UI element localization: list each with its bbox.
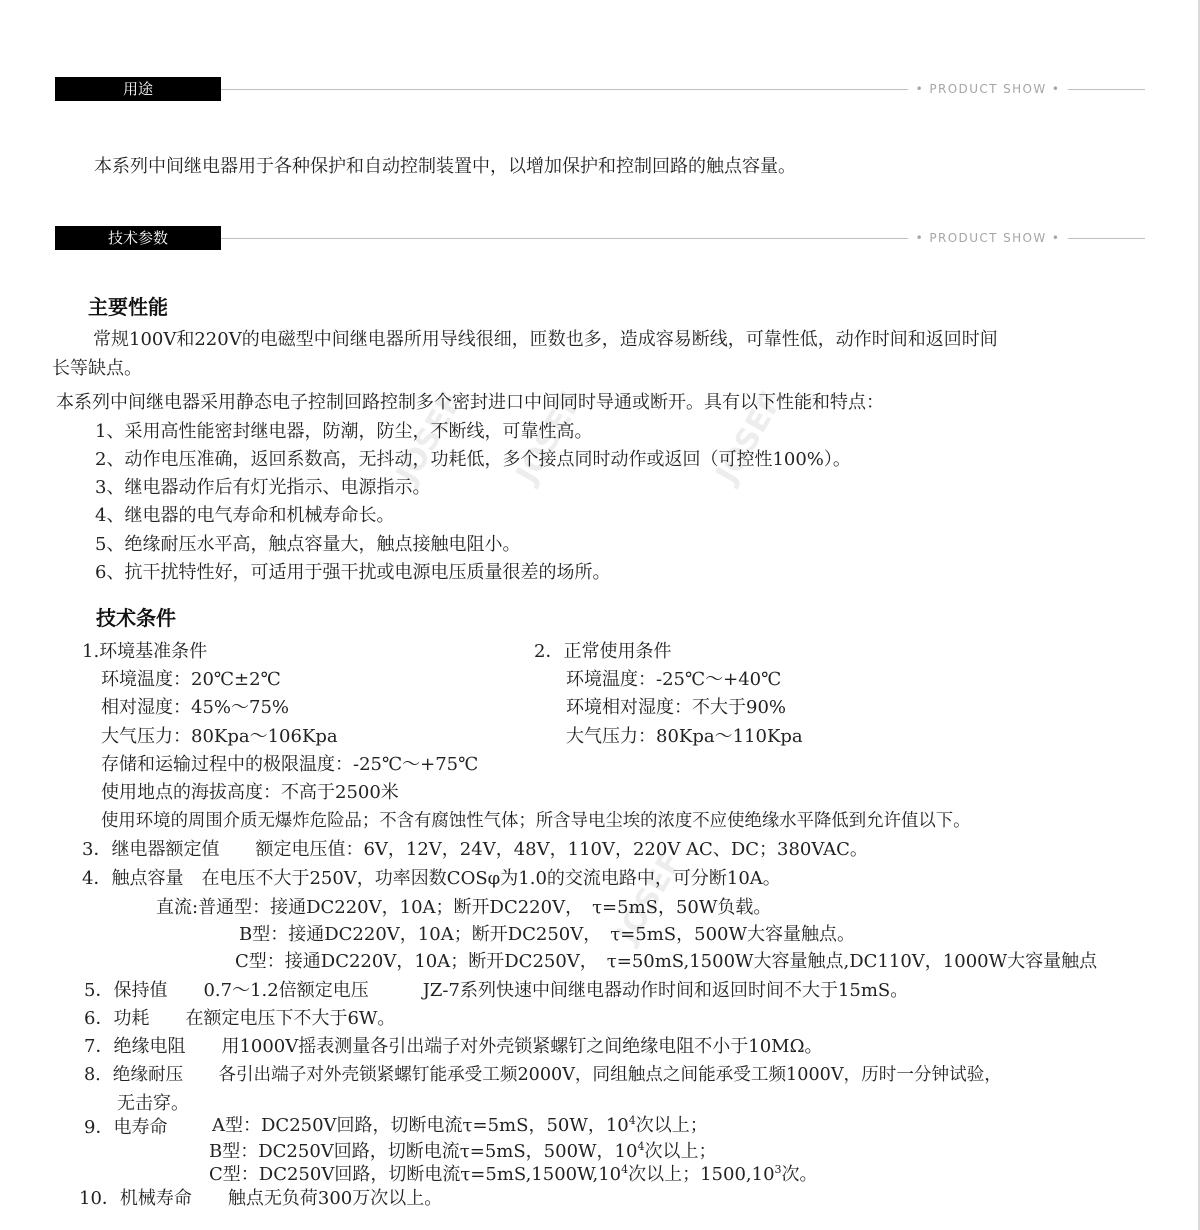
- electrical-life-a-suffix: 次以上；: [635, 1115, 708, 1136]
- ref-humidity: 相对湿度：45%～75%: [101, 697, 290, 718]
- withstand-voltage-line1: 8．绝缘耐压 各引出端子对外壳锁紧螺钉能承受工频2000V，同组触点之间能承受工频1000V，历时一分钟试验，: [84, 1065, 1002, 1085]
- electrical-life-c-middle: 次以上；1500,10: [628, 1164, 775, 1185]
- normal-temperature: 环境温度：-25℃～+40℃: [566, 669, 782, 690]
- performance-item: 1、采用高性能密封继电器，防潮，防尘，不断线，可靠性高。: [95, 421, 593, 442]
- performance-para1-line2: 长等缺点。: [52, 358, 142, 379]
- electrical-life-a: [212, 1114, 708, 1138]
- section-divider-usage-right: [1068, 89, 1145, 90]
- performance-item: 2、动作电压准确，返回系数高，无抖动，功耗低，多个接点同时动作或返回（可控性100%）。: [95, 449, 851, 470]
- section-label-tech: 技术参数: [55, 226, 221, 250]
- environment-medium: 使用环境的周围介质无爆炸危险品；不含有腐蚀性气体；所含导电尘埃的浓度不应使绝缘水平降低到允许值以下。: [101, 811, 971, 831]
- ref-temperature: 环境温度：20℃±2℃: [101, 669, 281, 690]
- power-consumption: 6．功耗 在额定电压下不大于6W。: [84, 1008, 396, 1029]
- storage-temperature: 存储和运输过程中的极限温度：-25℃～+75℃: [101, 754, 479, 775]
- dc-c-type: C型：接通DC220V，10A；断开DC250V， τ=50mS,1500W大容量触点,DC110V，1000W大容量触点: [235, 951, 1098, 972]
- watermark: JOSEF: [709, 385, 790, 490]
- performance-item: 6、抗干扰特性好，可适用于强干扰或电源电压质量很差的场所。: [95, 562, 611, 583]
- contact-capacity: 4．触点容量 在电压不大于250V，功率因数COSφ为1.0的交流电路中，可分断10A。: [82, 868, 781, 889]
- section-tag-usage: • PRODUCT SHOW •: [915, 82, 1061, 96]
- electrical-life-b-text: B型：DC250V回路，切断电流τ=5mS，500W，10: [209, 1141, 638, 1162]
- normal-pressure: 大气压力：80Kpa～110Kpa: [566, 726, 803, 747]
- section-tag-tech: • PRODUCT SHOW •: [915, 231, 1061, 245]
- electrical-life-b-suffix: 次以上；: [644, 1141, 717, 1162]
- electrical-life-a-text: A型：DC250V回路，切断电流τ=5mS，50W，10: [212, 1115, 629, 1136]
- section-divider-usage-left: [221, 89, 908, 90]
- section-label-usage: 用途: [55, 77, 221, 101]
- mechanical-life: 10．机械寿命 触点无负荷300万次以上。: [79, 1188, 443, 1209]
- electrical-life-c-text: C型：DC250V回路，切断电流τ=5mS,1500W,10: [209, 1164, 622, 1185]
- watermark: JOSEF: [509, 385, 590, 490]
- performance-para1-line1: 常规100V和220V的电磁型中间继电器所用导线很细，匝数也多，造成容易断线，可靠性低，动作时间和返回时间: [93, 329, 998, 350]
- performance-item: 5、绝缘耐压水平高，触点容量大，触点接触电阻小。: [95, 534, 521, 555]
- dc-normal-type: 直流:普通型：接通DC220V，10A；断开DC220V， τ=5mS，50W负载。: [156, 897, 772, 918]
- rated-values: 3．继电器额定值 额定电压值：6V，12V，24V，48V，110V，220V AC、DC；380VAC。: [82, 839, 868, 860]
- normal-humidity: 环境相对湿度：不大于90%: [566, 697, 787, 718]
- electrical-life-c-suffix: 次。: [781, 1164, 818, 1185]
- dc-b-type: B型：接通DC220V，10A；断开DC250V， τ=5mS，500W大容量触点。: [239, 924, 855, 945]
- watermark: JOSEF: [609, 845, 690, 950]
- hold-value: 5．保持值 0.7～1.2倍额定电压 JZ-7系列快速中间继电器动作时间和返回时间不大于15mS。: [84, 980, 909, 1001]
- normal-conditions-title: 2．正常使用条件: [534, 641, 672, 662]
- electrical-life-title: 9．电寿命: [84, 1117, 168, 1138]
- conditions-heading: 技术条件: [96, 606, 176, 630]
- exponent: 4: [637, 1140, 645, 1153]
- performance-heading: 主要性能: [88, 295, 168, 319]
- watermark: JOSEF: [389, 385, 470, 490]
- insulation-resistance: 7．绝缘电阻 用1000V摇表测量各引出端子对外壳锁紧螺钉之间绝缘电阻不小于10MΩ。: [84, 1036, 823, 1057]
- section-divider-tech-left: [221, 238, 908, 239]
- performance-para2: 本系列中间继电器采用静态电子控制回路控制多个密封进口中间同时导通或断开。具有以下性能和特点：: [56, 392, 884, 413]
- ref-pressure: 大气压力：80Kpa～106Kpa: [101, 726, 338, 747]
- exponent: 4: [628, 1114, 636, 1127]
- usage-text: 本系列中间继电器用于各种保护和自动控制装置中，以增加保护和控制回路的触点容量。: [94, 156, 796, 177]
- exponent: 3: [774, 1163, 782, 1176]
- performance-item: 4、继电器的电气寿命和机械寿命长。: [95, 505, 395, 526]
- withstand-voltage-line2: 无击穿。: [117, 1093, 189, 1114]
- exponent: 4: [621, 1163, 629, 1176]
- electrical-life-c: [209, 1163, 818, 1187]
- section-divider-tech-right: [1068, 238, 1145, 239]
- performance-item: 3、继电器动作后有灯光指示、电源指示。: [95, 477, 431, 498]
- ref-conditions-title: 1.环境基准条件: [82, 641, 208, 662]
- electrical-life-b: [209, 1140, 716, 1164]
- altitude: 使用地点的海拔高度：不高于2500米: [101, 782, 399, 803]
